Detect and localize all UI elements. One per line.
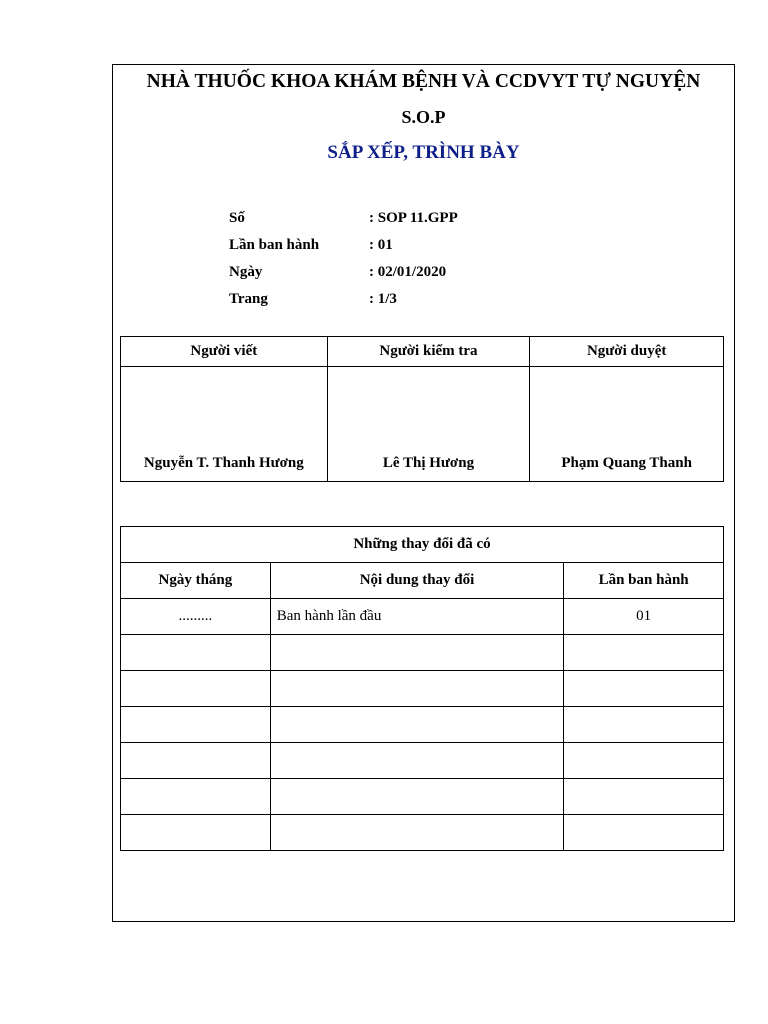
change-date-cell xyxy=(121,635,271,671)
issue-column-header: Lần ban hành xyxy=(564,563,724,599)
table-row xyxy=(121,707,724,743)
meta-row-issue xyxy=(229,232,458,259)
change-issue-cell xyxy=(564,779,724,815)
change-content-cell xyxy=(270,779,563,815)
change-issue-cell: 01 xyxy=(564,599,724,635)
change-date-cell xyxy=(121,707,271,743)
change-content-cell xyxy=(270,815,563,851)
change-history-table xyxy=(120,526,724,851)
change-content-cell xyxy=(270,743,563,779)
writer-name: Nguyễn T. Thanh Hương xyxy=(121,367,328,482)
approver-name: Phạm Quang Thanh xyxy=(530,367,724,482)
document-frame xyxy=(112,64,735,922)
change-content-cell xyxy=(270,707,563,743)
change-date-cell: ......... xyxy=(121,599,271,635)
meta-date-label: Ngày xyxy=(229,264,263,280)
table-row xyxy=(121,743,724,779)
change-issue-cell xyxy=(564,743,724,779)
change-history-caption: Những thay đổi đã có xyxy=(121,527,724,563)
meta-issue-label: Lần ban hành xyxy=(229,237,320,253)
meta-row-number xyxy=(229,205,458,232)
meta-page-value: : 1/3 xyxy=(369,291,397,307)
change-caption-row xyxy=(121,527,724,563)
document-meta xyxy=(229,205,458,313)
signature-header-row xyxy=(121,337,724,367)
approver-header: Người duyệt xyxy=(530,337,724,367)
change-content-cell xyxy=(270,671,563,707)
meta-number-label: Số xyxy=(229,210,245,226)
table-row xyxy=(121,599,724,635)
meta-row-page xyxy=(229,286,458,313)
table-row xyxy=(121,815,724,851)
meta-issue-value: : 01 xyxy=(369,237,393,253)
table-row xyxy=(121,779,724,815)
meta-row-date xyxy=(229,259,458,286)
change-date-cell xyxy=(121,815,271,851)
signature-name-row xyxy=(121,367,724,482)
meta-number-value: : SOP 11.GPP xyxy=(369,210,458,226)
organization-name: NHÀ THUỐC KHOA KHÁM BỆNH VÀ CCDVYT TỰ NGUYỆN xyxy=(146,71,701,92)
change-issue-cell xyxy=(564,635,724,671)
change-header-row xyxy=(121,563,724,599)
table-row xyxy=(121,635,724,671)
writer-header: Người viết xyxy=(121,337,328,367)
signature-table xyxy=(120,336,724,482)
change-issue-cell xyxy=(564,707,724,743)
change-issue-cell xyxy=(564,671,724,707)
content-column-header: Nội dung thay đổi xyxy=(270,563,563,599)
change-date-cell xyxy=(121,671,271,707)
change-content-cell xyxy=(270,635,563,671)
table-row xyxy=(121,671,724,707)
checker-name: Lê Thị Hương xyxy=(327,367,530,482)
document-title: SẮP XẾP, TRÌNH BÀY xyxy=(327,142,520,163)
checker-header: Người kiểm tra xyxy=(327,337,530,367)
sop-code: S.O.P xyxy=(401,107,446,127)
change-date-cell xyxy=(121,743,271,779)
change-issue-cell xyxy=(564,815,724,851)
change-content-cell: Ban hành lần đầu xyxy=(270,599,563,635)
date-column-header: Ngày tháng xyxy=(121,563,271,599)
change-date-cell xyxy=(121,779,271,815)
meta-date-value: : 02/01/2020 xyxy=(369,264,447,280)
meta-page-label: Trang xyxy=(229,291,268,307)
